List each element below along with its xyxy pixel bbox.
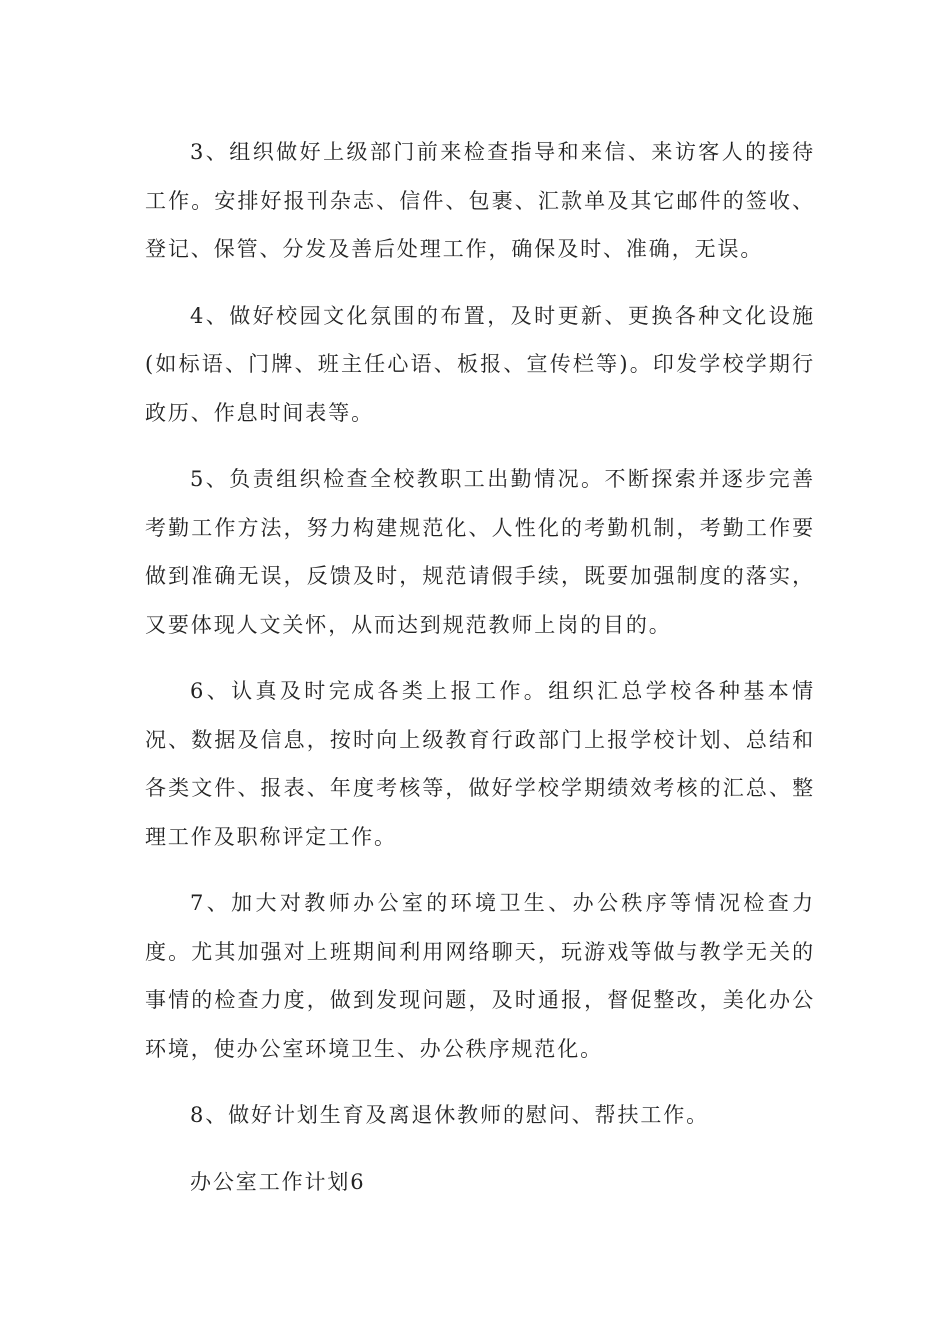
paragraph-item-3: 3、组织做好上级部门前来检查指导和来信、来访客人的接待工作。安排好报刊杂志、信件、包裹、汇款单及其它邮件的签收、登记、保管、分发及善后处理工作，确保及时、准确，无误。: [145, 140, 815, 261]
section-heading: 办公室工作计划6: [190, 1169, 366, 1194]
paragraph-item-4: 4、做好校园文化氛围的布置，及时更新、更换各种文化设施(如标语、门牌、班主任心语、板报、宣传栏等)。印发学校学期行政历、作息时间表等。: [145, 303, 815, 425]
paragraph-item-5: 5、负责组织检查全校教职工出勤情况。不断探索并逐步完善考勤工作方法，努力构建规范化、人性化的考勤机制，考勤工作要做到准确无误，反馈及时，规范请假手续，既要加强制度的落实，又要体现人文关怀，从而达到规范教师上岗的目的。: [145, 467, 815, 637]
paragraph-item-6: 6、认真及时完成各类上报工作。组织汇总学校各种基本情况、数据及信息，按时向上级教育行政部门上报学校计划、总结和各类文件、报表、年度考核等，做好学校学期绩效考核的汇总、整理工作及职称评定工作。: [145, 679, 815, 849]
paragraph-item-8: 8、做好计划生育及离退休教师的慰问、帮扶工作。: [190, 1103, 710, 1127]
document-body: [145, 128, 815, 1224]
paragraph-item-7: 7、加大对教师办公室的环境卫生、办公秩序等情况检查力度。尤其加强对上班期间利用网络聊天，玩游戏等做与教学无关的事情的检查力度，做到发现问题，及时通报，督促整改，美化办公环境，使办公室环境卫生、办公秩序规范化。: [145, 891, 815, 1061]
